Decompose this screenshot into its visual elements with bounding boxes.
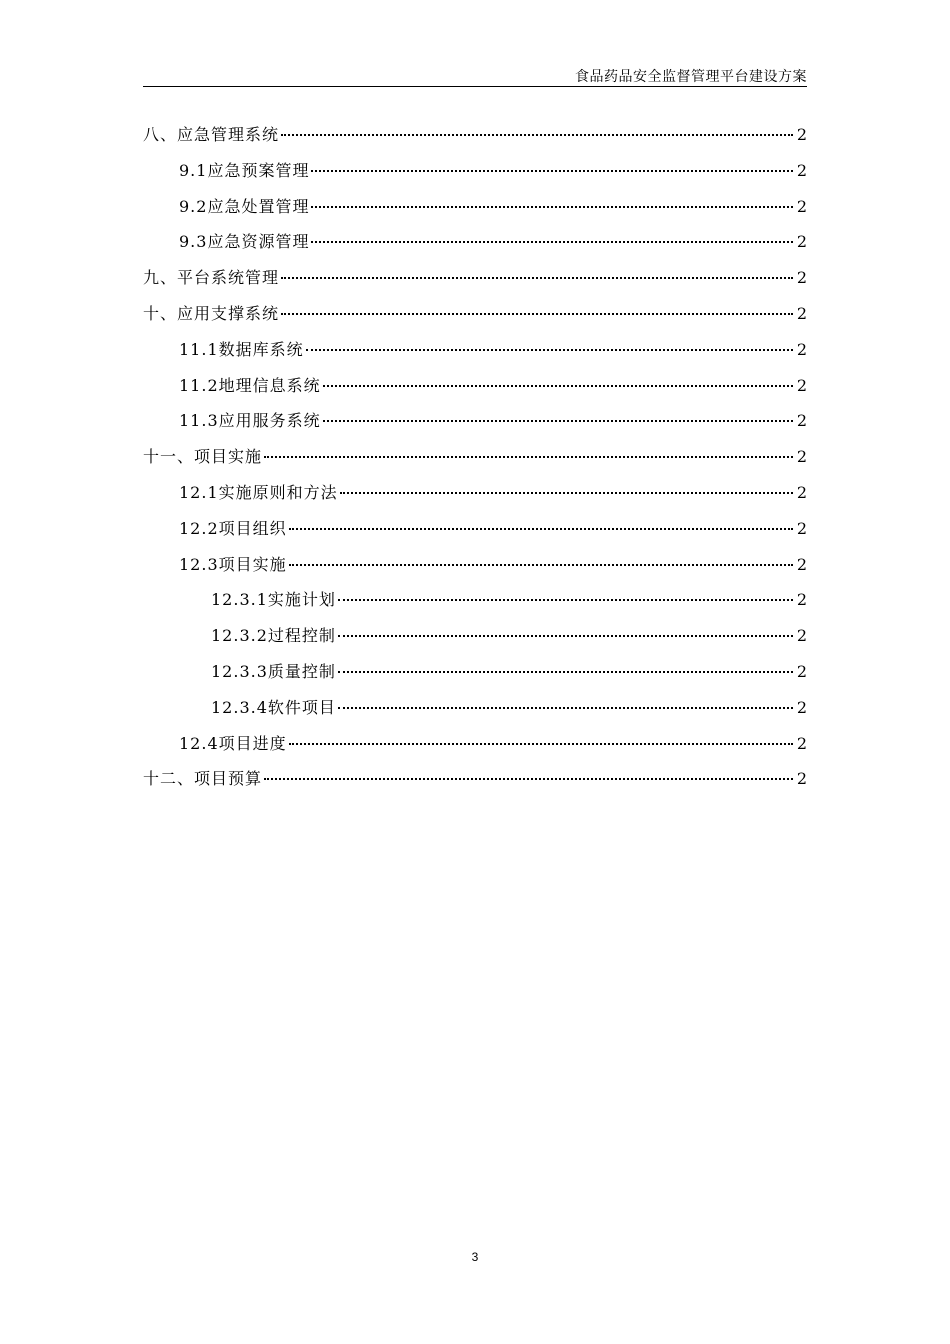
toc-entry-title: 12.4项目进度 <box>179 733 287 753</box>
toc-entry-title: 12.3.4软件项目 <box>211 697 336 717</box>
toc-dot-leader <box>281 134 793 136</box>
toc-entry-title: 12.3.1实施计划 <box>211 590 336 610</box>
toc-entry[interactable] <box>143 766 807 802</box>
toc-entry-title: 11.3应用服务系统 <box>179 411 321 431</box>
toc-dot-leader <box>338 707 793 709</box>
toc-dot-leader <box>311 170 793 172</box>
toc-entry-page: 2 <box>796 447 807 467</box>
toc-entry-page: 2 <box>796 733 807 753</box>
toc-entry-page: 2 <box>796 303 807 323</box>
toc-dot-leader <box>311 241 793 243</box>
toc-entry-title: 9.1应急预案管理 <box>179 160 310 180</box>
header-divider <box>143 86 807 87</box>
toc-entry-title: 八、应急管理系统 <box>143 125 280 144</box>
toc-entry-page: 2 <box>796 375 807 395</box>
toc-entry[interactable] <box>143 731 807 767</box>
toc-entry-title: 11.2地理信息系统 <box>179 375 321 395</box>
toc-entry-title: 12.3.3质量控制 <box>211 661 336 681</box>
toc-dot-leader <box>338 635 793 637</box>
toc-entry-page: 2 <box>796 554 807 574</box>
toc-dot-leader <box>281 313 793 315</box>
toc-entry[interactable] <box>143 408 807 444</box>
toc-entry[interactable] <box>143 587 807 623</box>
toc-dot-leader <box>340 492 793 494</box>
toc-entry-title: 十一、项目实施 <box>143 447 263 467</box>
toc-entry-title: 十二、项目预算 <box>143 769 263 789</box>
toc-dot-leader <box>323 420 793 422</box>
toc-dot-leader <box>289 564 793 566</box>
toc-dot-leader <box>289 528 793 530</box>
toc-dot-leader <box>338 671 793 673</box>
toc-entry-title: 12.3.2过程控制 <box>211 626 336 646</box>
toc-entry[interactable] <box>143 373 807 409</box>
toc-dot-leader <box>323 385 793 387</box>
toc-entry-title: 11.1数据库系统 <box>179 339 304 359</box>
toc-dot-leader <box>264 778 793 780</box>
toc-entry[interactable] <box>143 301 807 337</box>
toc-entry[interactable] <box>143 659 807 695</box>
toc-entry[interactable] <box>143 695 807 731</box>
toc-entry[interactable] <box>143 229 807 265</box>
table-of-contents <box>143 122 807 802</box>
toc-entry[interactable] <box>143 480 807 516</box>
toc-entry-page: 2 <box>796 769 807 789</box>
toc-dot-leader <box>264 456 793 458</box>
toc-entry-page: 2 <box>796 339 807 359</box>
toc-entry-title: 十、应用支撑系统 <box>143 303 280 323</box>
toc-entry-title: 九、平台系统管理 <box>143 268 280 288</box>
toc-entry-page: 2 <box>796 160 807 180</box>
toc-entry-page: 2 <box>796 626 807 646</box>
toc-entry[interactable] <box>143 444 807 480</box>
toc-entry-page: 2 <box>796 411 807 431</box>
toc-entry-title: 9.3应急资源管理 <box>179 232 310 252</box>
toc-entry-page: 2 <box>796 661 807 681</box>
toc-dot-leader <box>306 349 793 351</box>
toc-entry[interactable] <box>143 265 807 301</box>
toc-dot-leader <box>311 206 793 208</box>
toc-entry[interactable] <box>143 552 807 588</box>
toc-entry-title: 12.3项目实施 <box>179 554 287 574</box>
toc-entry[interactable] <box>143 623 807 659</box>
toc-entry[interactable] <box>143 516 807 552</box>
toc-entry-page: 2 <box>796 268 807 288</box>
toc-entry[interactable] <box>143 122 807 158</box>
toc-dot-leader <box>338 599 793 601</box>
toc-entry-page: 2 <box>796 518 807 538</box>
toc-entry-title: 12.1实施原则和方法 <box>179 482 338 502</box>
running-header: 食品药品安全监督管理平台建设方案 <box>575 69 807 85</box>
toc-entry[interactable] <box>143 337 807 373</box>
toc-entry-page: 2 <box>796 697 807 717</box>
toc-entry-page: 2 <box>796 196 807 216</box>
page-number: 3 <box>471 1250 479 1264</box>
toc-dot-leader <box>289 743 793 745</box>
toc-entry-title: 9.2应急处置管理 <box>179 196 310 216</box>
toc-entry[interactable] <box>143 194 807 230</box>
toc-entry-title: 12.2项目组织 <box>179 518 287 538</box>
toc-entry[interactable] <box>143 158 807 194</box>
toc-dot-leader <box>281 277 793 279</box>
toc-entry-page: 2 <box>796 125 807 144</box>
toc-entry-page: 2 <box>796 482 807 502</box>
toc-entry-page: 2 <box>796 590 807 610</box>
toc-entry-page: 2 <box>796 232 807 252</box>
